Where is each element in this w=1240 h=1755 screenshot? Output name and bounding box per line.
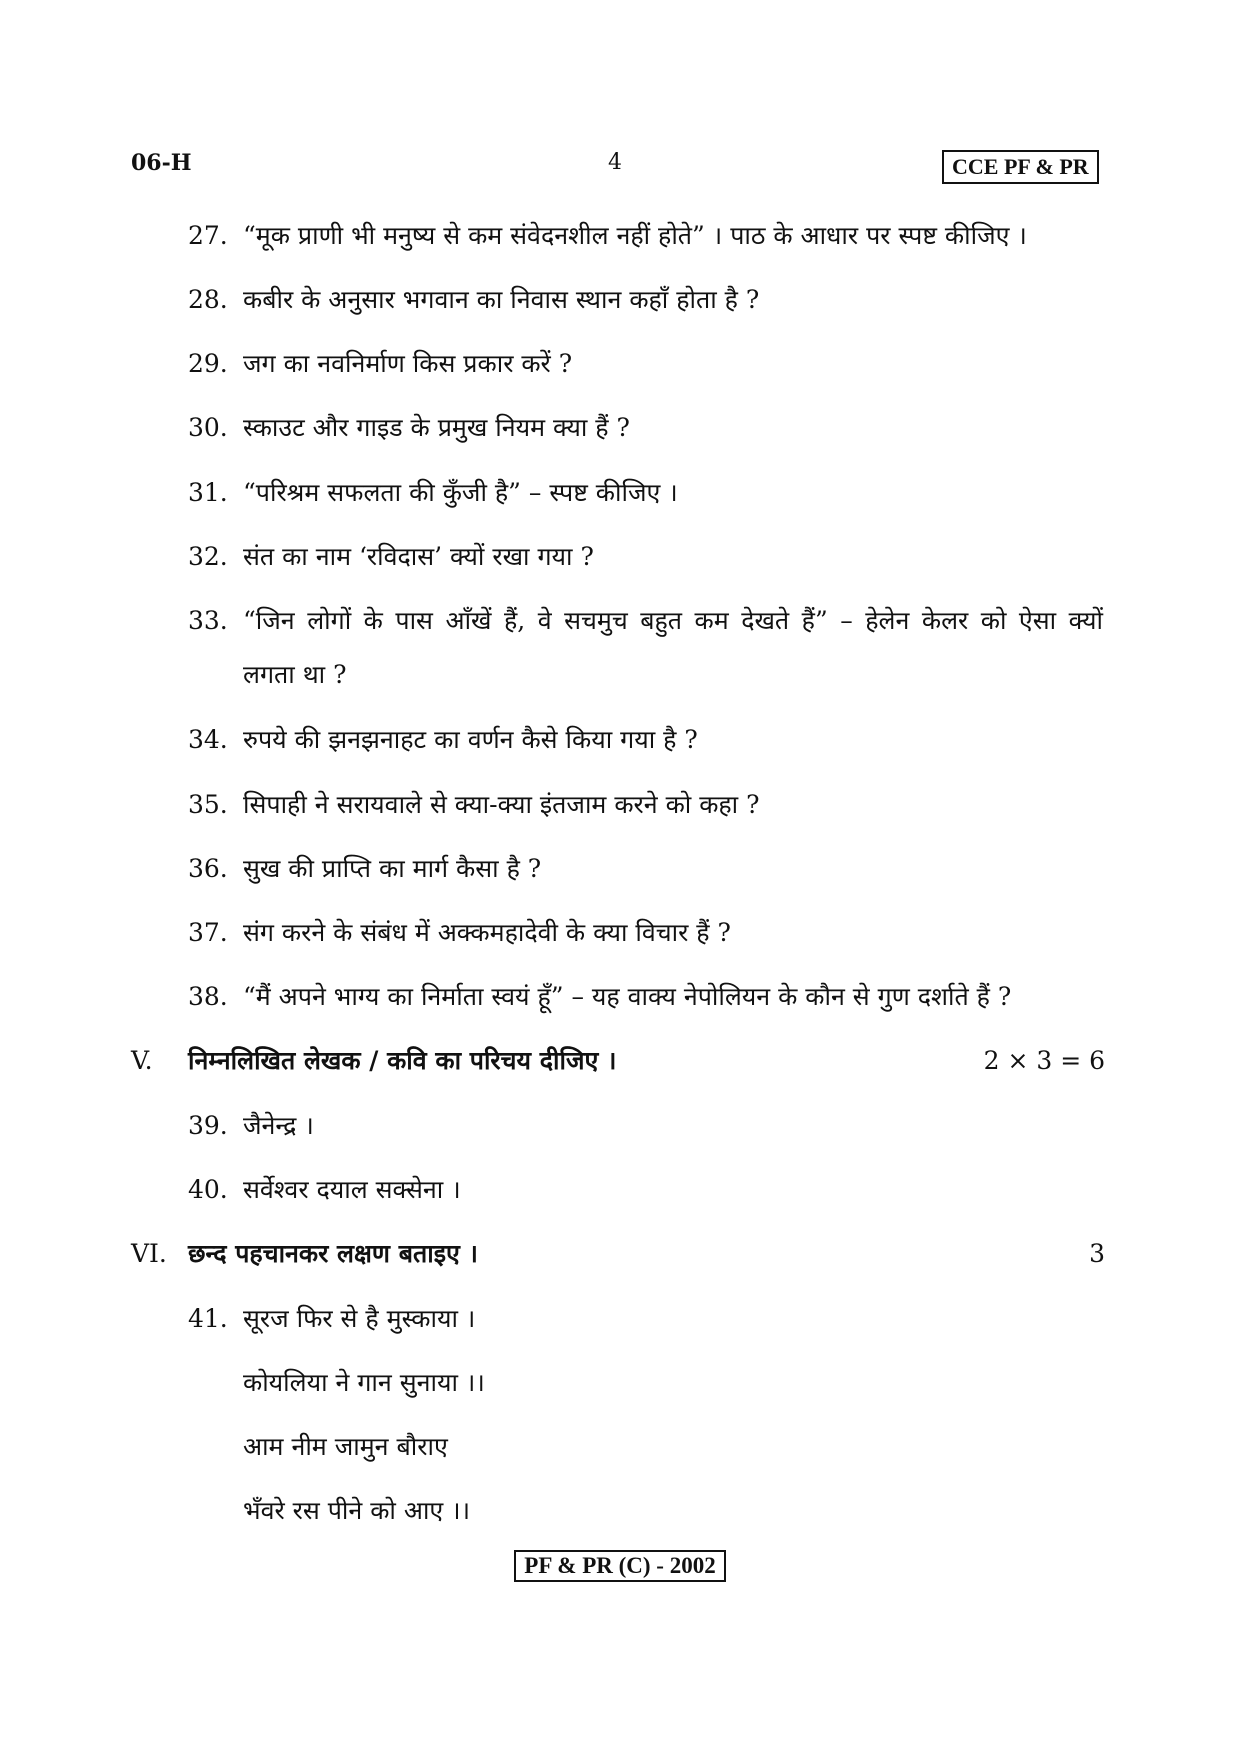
question-number: 39.: [188, 1111, 228, 1140]
question-number: 37.: [188, 918, 228, 947]
question-text: सर्वेश्वर दयाल सक्सेना ।: [243, 1175, 461, 1204]
section-title: निम्नलिखित लेखक / कवि का परिचय दीजिए ।: [188, 1046, 617, 1075]
question-text: संत का नाम ‘रविदास’ क्यों रखा गया ?: [243, 542, 594, 571]
verse-line-3: आम नीम जामुन बौराए: [243, 1432, 448, 1461]
question-number: 38.: [188, 982, 228, 1011]
question-text: सिपाही ने सरायवाले से क्या-क्या इंतजाम करने को कहा ?: [243, 790, 760, 819]
section-marks: 2 × 3 = 6: [983, 1046, 1105, 1075]
footer-code-box: PF & PR (C) - 2002: [514, 1550, 725, 1582]
question-number: 40.: [188, 1175, 228, 1204]
section-title: छन्द पहचानकर लक्षण बताइए ।: [188, 1239, 478, 1268]
question-text-line-2: लगता था ?: [243, 660, 347, 689]
exam-label-box: CCE PF & PR: [942, 150, 1099, 184]
verse-line-2: कोयलिया ने गान सुनाया ।।: [243, 1368, 485, 1397]
question-text: कबीर के अनुसार भगवान का निवास स्थान कहाँ होता है ?: [243, 285, 760, 314]
question-number: 36.: [188, 854, 228, 883]
question-text: “परिश्रम सफलता की कुँजी है” – स्पष्ट कीजिए ।: [243, 478, 678, 507]
section-marks: 3: [1089, 1239, 1105, 1268]
question-number: 32.: [188, 542, 228, 571]
question-number: 28.: [188, 285, 228, 314]
question-number: 34.: [188, 725, 228, 754]
question-number: 27.: [188, 221, 228, 250]
question-text: रुपये की झनझनाहट का वर्णन कैसे किया गया है ?: [243, 725, 698, 754]
question-text-line-1: “जिन लोगों के पास आँखें हैं, वे सचमुच बहुत कम देखते हैं” – हेलेन केलर को ऐसा क्यों: [243, 606, 1103, 635]
question-number: 31.: [188, 478, 228, 507]
question-text: जग का नवनिर्माण किस प्रकार करें ?: [243, 349, 573, 378]
section-numeral: VI.: [131, 1239, 167, 1268]
verse-line-4: भँवरे रस पीने को आए ।।: [243, 1496, 471, 1525]
question-text: स्काउट और गाइड के प्रमुख नियम क्या हैं ?: [243, 413, 630, 442]
footer: [0, 1550, 1240, 1582]
question-text: सुख की प्राप्ति का मार्ग कैसा है ?: [243, 854, 542, 883]
question-text: जैनेन्द्र ।: [243, 1111, 314, 1140]
question-number: 29.: [188, 349, 228, 378]
question-number: 41.: [188, 1304, 228, 1333]
page-number: 4: [608, 150, 622, 175]
question-number: 33.: [188, 606, 228, 635]
verse-line-1: सूरज फिर से है मुस्काया ।: [243, 1304, 476, 1333]
question-text: “मैं अपने भाग्य का निर्माता स्वयं हूँ” – यह वाक्य नेपोलियन के कौन से गुण दर्शाते हैं ?: [243, 982, 1012, 1011]
question-text: संग करने के संबंध में अक्कमहादेवी के क्या विचार हैं ?: [243, 918, 731, 947]
question-number: 35.: [188, 790, 228, 819]
section-numeral: V.: [131, 1046, 153, 1075]
question-number: 30.: [188, 413, 228, 442]
paper-code: 06-H: [131, 150, 192, 176]
question-text: “मूक प्राणी भी मनुष्य से कम संवेदनशील नहीं होते” । पाठ के आधार पर स्पष्ट कीजिए ।: [243, 221, 1027, 250]
